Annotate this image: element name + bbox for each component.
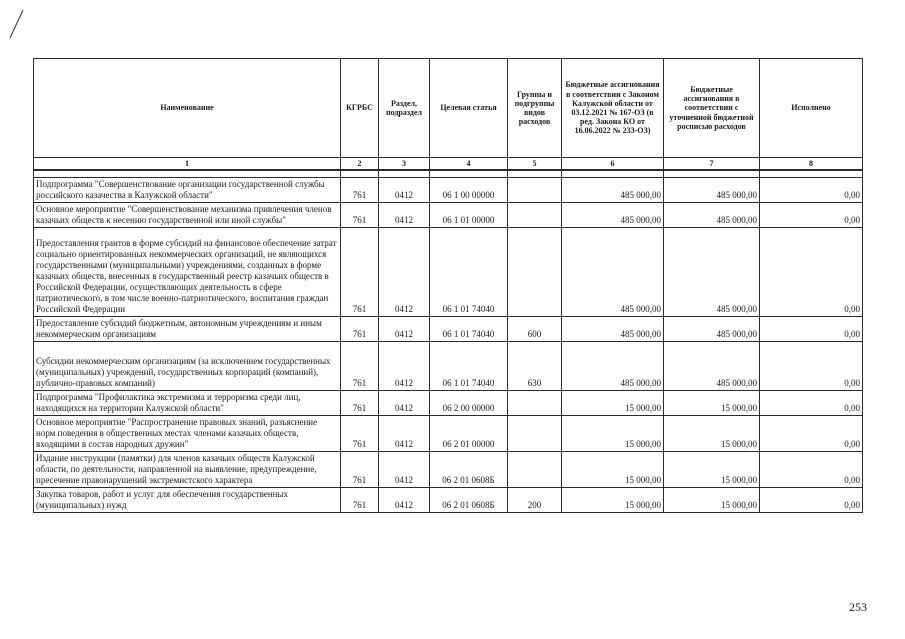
- table-row: [34, 317, 863, 342]
- row-assign-law: 485 000,00: [562, 317, 664, 342]
- table-row: [34, 391, 863, 416]
- row-assign-refined: 485 000,00: [664, 228, 760, 317]
- row-section: 0412: [379, 391, 430, 416]
- pen-stroke-mark: [6, 8, 26, 40]
- page-number: 253: [849, 600, 867, 614]
- row-name: Предоставления грантов в форме субсидий на финансовое обеспечение затрат социально ориентированных некоммерческих организаций, не являющихся государственными (муниципальными) учреждениями, созданных в форме казачьих обществ, внесенных в государственный реестр казачьих обществ в Российской Федерации, осуществляющих деятельность в сфере патриотического, в том числе военно-патриотического, воспитания граждан Российской Федерации: [34, 228, 341, 317]
- row-assign-law: 15 000,00: [562, 488, 664, 513]
- row-section: 0412: [379, 416, 430, 452]
- table-row: [34, 452, 863, 488]
- row-assign-refined: 15 000,00: [664, 488, 760, 513]
- row-executed: 0,00: [760, 342, 863, 391]
- row-target: 06 2 01 0608Б: [430, 488, 508, 513]
- column-number: 7: [664, 158, 760, 171]
- row-assign-refined: 15 000,00: [664, 452, 760, 488]
- row-assign-law: 485 000,00: [562, 228, 664, 317]
- row-name: Основное мероприятие "Совершенствование механизма привлечения членов казачьих обществ к несению государственной или иной службы": [34, 203, 341, 228]
- row-assign-refined: 485 000,00: [664, 178, 760, 203]
- column-number: 1: [34, 158, 341, 171]
- row-kgrbs: 761: [341, 488, 379, 513]
- column-number: 6: [562, 158, 664, 171]
- row-executed: 0,00: [760, 488, 863, 513]
- row-group: [508, 452, 562, 488]
- row-assign-law: 15 000,00: [562, 416, 664, 452]
- row-section: 0412: [379, 342, 430, 391]
- header-target: Целевая статья: [430, 59, 508, 158]
- header-name: Наименование: [34, 59, 341, 158]
- row-kgrbs: 761: [341, 342, 379, 391]
- row-assign-law: 15 000,00: [562, 391, 664, 416]
- row-target: 06 1 01 00000: [430, 203, 508, 228]
- row-group: [508, 178, 562, 203]
- row-executed: 0,00: [760, 178, 863, 203]
- table-row: [34, 228, 863, 317]
- row-section: 0412: [379, 228, 430, 317]
- row-assign-refined: 15 000,00: [664, 416, 760, 452]
- row-name: Подпрограмма "Совершенствование организации государственной службы российского казачества в Калужской области": [34, 178, 341, 203]
- row-group: 630: [508, 342, 562, 391]
- row-assign-refined: 485 000,00: [664, 342, 760, 391]
- row-executed: 0,00: [760, 228, 863, 317]
- row-name: Подпрограмма "Профилактика экстремизма и терроризма среди лиц, находящихся на территории Калужской области": [34, 391, 341, 416]
- row-kgrbs: 761: [341, 228, 379, 317]
- row-group: [508, 391, 562, 416]
- row-executed: 0,00: [760, 416, 863, 452]
- header-section: Раздел, подраздел: [379, 59, 430, 158]
- row-kgrbs: 761: [341, 203, 379, 228]
- row-target: 06 1 01 74040: [430, 228, 508, 317]
- row-target: 06 2 01 00000: [430, 416, 508, 452]
- row-target: 06 1 01 74040: [430, 342, 508, 391]
- row-group: [508, 203, 562, 228]
- row-kgrbs: 761: [341, 452, 379, 488]
- row-name: Предоставление субсидий бюджетным, автономным учреждениям и иным некоммерческим организациям: [34, 317, 341, 342]
- row-section: 0412: [379, 178, 430, 203]
- row-kgrbs: 761: [341, 178, 379, 203]
- header-kgrbs: КГРБС: [341, 59, 379, 158]
- row-kgrbs: 761: [341, 391, 379, 416]
- row-executed: 0,00: [760, 203, 863, 228]
- column-number-row: [34, 158, 863, 171]
- table-row: [34, 178, 863, 203]
- row-assign-refined: 485 000,00: [664, 203, 760, 228]
- row-group: 600: [508, 317, 562, 342]
- column-number: 2: [341, 158, 379, 171]
- budget-table: [33, 58, 863, 513]
- row-assign-law: 485 000,00: [562, 342, 664, 391]
- table-row: [34, 342, 863, 391]
- column-number: 4: [430, 158, 508, 171]
- row-target: 06 2 00 00000: [430, 391, 508, 416]
- row-name: Субсидии некоммерческим организациям (за исключением государственных (муниципальных) учреждений, государственных корпораций (компаний), публично-правовых компаний): [34, 342, 341, 391]
- row-section: 0412: [379, 203, 430, 228]
- row-executed: 0,00: [760, 317, 863, 342]
- row-name: Издание инструкции (памятки) для членов казачьих обществ Калужской области, по деятельности, направленной на выявление, предупреждение, пресечение правонарушений экстремистского характера: [34, 452, 341, 488]
- column-number: 5: [508, 158, 562, 171]
- row-group: [508, 416, 562, 452]
- row-group: 200: [508, 488, 562, 513]
- row-assign-refined: 485 000,00: [664, 317, 760, 342]
- row-assign-refined: 15 000,00: [664, 391, 760, 416]
- row-kgrbs: 761: [341, 416, 379, 452]
- table-row: [34, 488, 863, 513]
- header-executed: Исполнено: [760, 59, 863, 158]
- row-assign-law: 485 000,00: [562, 203, 664, 228]
- row-section: 0412: [379, 488, 430, 513]
- row-executed: 0,00: [760, 452, 863, 488]
- row-target: 06 2 01 0608Б: [430, 452, 508, 488]
- row-name: Основное мероприятие "Распространение правовых знаний, разъяснение норм поведения в общественных местах членами казачьих обществ, входящими в состав народных дружин": [34, 416, 341, 452]
- row-section: 0412: [379, 317, 430, 342]
- header-groups: Группы и подгруппы видов расходов: [508, 59, 562, 158]
- row-kgrbs: 761: [341, 317, 379, 342]
- header-assign-refined: Бюджетные ассигнования в соответствии с уточненной бюджетной росписью расходов: [664, 59, 760, 158]
- row-executed: 0,00: [760, 391, 863, 416]
- row-target: 06 1 01 74040: [430, 317, 508, 342]
- header-assign-law: Бюджетные ассигнования в соответствии с Законом Калужской области от 03.12.2021 № 167-ОЗ (в ред. Закона КО от 16.06.2022 № 233-ОЗ): [562, 59, 664, 158]
- row-section: 0412: [379, 452, 430, 488]
- column-number: 3: [379, 158, 430, 171]
- row-assign-law: 485 000,00: [562, 178, 664, 203]
- row-assign-law: 15 000,00: [562, 452, 664, 488]
- row-group: [508, 228, 562, 317]
- column-number: 8: [760, 158, 863, 171]
- table-row: [34, 416, 863, 452]
- table-row: [34, 203, 863, 228]
- row-name: Закупка товаров, работ и услуг для обеспечения государственных (муниципальных) нужд: [34, 488, 341, 513]
- row-target: 06 1 00 00000: [430, 178, 508, 203]
